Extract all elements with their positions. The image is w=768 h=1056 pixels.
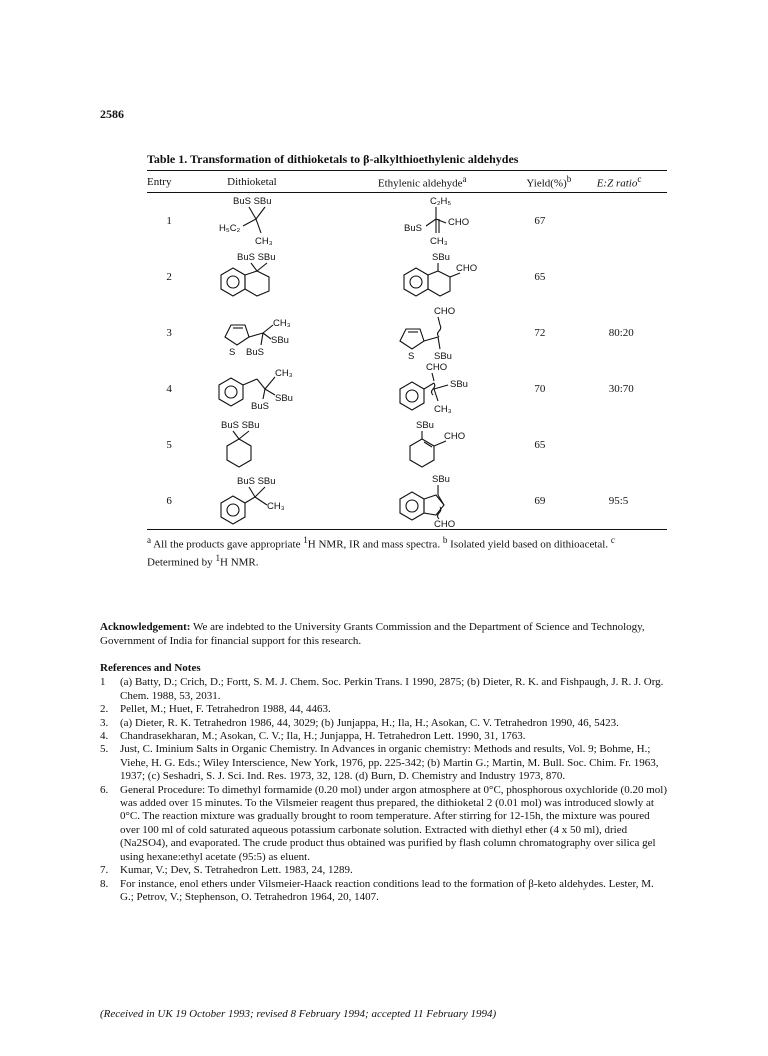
svg-text:CH₃: CH₃ [433, 403, 452, 415]
aldehyde-structure-3 [378, 305, 527, 361]
molecule-drawing [191, 249, 341, 305]
molecule-drawing [378, 249, 526, 305]
svg-text:CH₃: CH₃ [275, 367, 293, 379]
yield-cell: 69 [526, 473, 596, 530]
entry-cell: 6 [147, 473, 191, 530]
dithioketal-structure-2 [191, 249, 378, 305]
molecule-drawing [378, 473, 526, 529]
dithioketal-structure-4 [191, 361, 378, 417]
page-number: 2586 [100, 107, 124, 121]
entry-cell: 5 [166, 438, 172, 451]
yield-cell: 67 [534, 214, 546, 227]
svg-text:CHO: CHO [443, 430, 465, 442]
aldehyde-structure-4 [378, 361, 527, 417]
table-row [147, 361, 667, 417]
table-caption: Table 1. Transformation of dithioketals to β-alkylthioethylenic aldehydes [147, 152, 519, 166]
svg-text:CHO: CHO [433, 305, 455, 317]
entry-cell: 4 [166, 382, 172, 395]
dithioketal-structure-3 [191, 305, 378, 361]
reference-item: 8. For instance, enol ethers under Vilsmeier-Haack reaction conditions lead to the formation of β-keto aldehydes. Lester, M. G.; Petrov, V.; Stephenson, O. Tetrahedron 1964, 20, 1407. [100, 877, 654, 903]
svg-text:S: S [407, 350, 415, 361]
yield-cell: 72 [534, 326, 546, 339]
header-yield: Yield(%)$^b$ [526, 171, 596, 193]
ratio-cell [597, 417, 667, 473]
reference-item: 1 (a) Batty, D.; Crich, D.; Fortt, S. M. J. Chem. Soc. Perkin Trans. I 1990, 2875; (b) Dieter, R. K. and Fishpaugh, J. R. J. Org. Chem. 1988, 53, 2031. [100, 676, 664, 702]
received-dates: (Received in UK 19 October 1993; revised 8 February 1994; accepted 11 February 1994) [100, 1008, 497, 1020]
svg-text:CHO: CHO [455, 262, 477, 274]
molecule-drawing [378, 305, 526, 361]
svg-text:CH₃: CH₃ [267, 500, 285, 512]
dithioketal-structure-6 [191, 473, 378, 530]
references [100, 662, 668, 904]
molecule-drawing [378, 417, 526, 473]
svg-text:SBu: SBu [449, 378, 468, 390]
reference-item: 3. (a) Dieter, R. K. Tetrahedron 1986, 44, 3029; (b) Junjappa, H.; Ila, H.; Asokan, C. V. Tetrahedron 1990, 46, 5423. [100, 716, 619, 729]
yield-cell: 65 [534, 438, 546, 451]
ratio-cell [597, 249, 667, 305]
svg-text:SBu: SBu [431, 251, 450, 263]
molecule-drawing [191, 473, 341, 529]
svg-text:BuS SBu: BuS SBu [237, 475, 276, 487]
svg-text:BuS: BuS [251, 400, 270, 412]
header-entry: Entry [147, 171, 191, 193]
yield-cell: 65 [534, 270, 546, 283]
svg-text:BuS SBu: BuS SBu [233, 195, 272, 207]
table-row [147, 417, 667, 473]
svg-text:H₅C₂: H₅C₂ [219, 222, 241, 234]
entry-cell: 2 [166, 270, 172, 283]
table-footnote: $^a$ All the products gave appropriate $^1$H NMR, IR and mass spectra. $^b$ Isolated yield based on dithioacetal. $^c$ Determined by $^1$H NMR. [147, 534, 615, 569]
svg-text:CH₃: CH₃ [255, 235, 273, 247]
results-table [147, 152, 667, 571]
table-row [147, 249, 667, 305]
aldehyde-structure-1 [378, 192, 527, 249]
svg-text:SBu: SBu [275, 392, 294, 404]
reference-item: 4. Chandrasekharan, M.; Asokan, C. V.; Ila, H.; Junjappa, H. Tetrahedron Lett. 1990, 31, 1763. [100, 730, 526, 743]
aldehyde-structure-6 [378, 473, 527, 530]
ratio-cell: 95:5 [597, 473, 667, 530]
reference-item: 5. Just, C. Iminium Salts in Organic Chemistry. In Advances in organic chemistry: Methods and results, Vol. 9; Bohme, H.; Viehe, H. G. Eds.; Wiley Interscience, New York, 1976, pp. 225-342; (b) Martin G.; Martin, M. Bull. Soc. Chim. Fr. 1963, 1937; (c) Seshadri, S. J. Sci. Ind. Res. 1973, 32, 128. (d) Burn, D. Chemistry and Industry 1973, 870. [100, 743, 659, 783]
table-header-row [147, 171, 667, 193]
molecule-drawing [191, 193, 341, 249]
svg-text:CHO: CHO [433, 518, 455, 529]
table-row [147, 473, 667, 530]
entry-cell: 1 [166, 214, 172, 227]
ratio-cell [597, 192, 667, 249]
svg-text:SBu: SBu [431, 473, 450, 485]
header-aldehyde: Ethylenic aldehyde$^a$ [378, 171, 527, 193]
svg-text:C₂H₅: C₂H₅ [429, 195, 452, 207]
molecule-drawing [191, 305, 341, 361]
dithioketal-structure-1 [191, 192, 378, 249]
svg-text:CH₃: CH₃ [273, 317, 291, 329]
svg-text:SBu: SBu [415, 419, 434, 431]
aldehyde-structure-5 [378, 417, 527, 473]
data-table [147, 170, 667, 530]
reference-item: 6. General Procedure: To dimethyl formamide (0.20 mol) under argon atmosphere at 0°C, phosphorous oxychloride (0.20 mol) was added over 15 minutes. To the Vilsmeier reagent thus prepared, the dithioketal 2 (0.01 mol) was introduced slowly at 0°C. The reaction mixture was gradually brought to room temperature. After stirring for 12-15h, the mixture was poured over 100 ml of cold saturated aqueous potassium carbonate solution. Extracted with diethyl ether (4 x 50 ml), dried (Na2SO4), and evaporated. The crude product thus obtained was purified by flash column chromatography over silica gel using hexane:ethyl acetate (95:5) as eluent. [100, 783, 667, 863]
yield-cell: 70 [534, 382, 546, 395]
header-ratio: E:Z ratio$^c$ [597, 171, 667, 193]
svg-text:CHO: CHO [447, 216, 469, 228]
ratio-cell: 30:70 [608, 382, 634, 395]
molecule-drawing [191, 417, 341, 473]
svg-text:S: S [229, 346, 236, 358]
svg-text:BuS: BuS [403, 222, 422, 234]
reference-item: 7. Kumar, V.; Dev, S. Tetrahedron Lett. 1983, 24, 1289. [100, 864, 353, 877]
ratio-cell: 80:20 [608, 326, 634, 339]
molecule-drawing [378, 361, 526, 417]
svg-text:CHO: CHO [425, 361, 447, 373]
svg-text:SBu: SBu [271, 334, 290, 346]
acknowledgement [100, 620, 668, 649]
entry-cell: 3 [166, 326, 172, 339]
table-row [147, 305, 667, 361]
svg-text:BuS SBu: BuS SBu [221, 419, 260, 431]
header-dithioketal: Dithioketal [191, 171, 378, 193]
molecule-drawing [378, 193, 526, 249]
molecule-drawing [191, 361, 341, 417]
svg-text:SBu: SBu [433, 350, 452, 361]
dithioketal-structure-5 [191, 417, 378, 473]
references-title: References and Notes [100, 662, 201, 674]
svg-text:CH₃: CH₃ [429, 235, 448, 247]
acknowledgement-heading: Acknowledgement: [100, 621, 191, 633]
reference-item: 2. Pellet, M.; Huet, F. Tetrahedron 1988, 44, 4463. [100, 703, 331, 716]
acknowledgement-text: We are indebted to the University Grants Commission and the Department of Science and Technology, Government of India for financial support for this research. [100, 621, 645, 648]
table-row [147, 192, 667, 249]
aldehyde-structure-2 [378, 249, 527, 305]
svg-text:BuS SBu: BuS SBu [237, 251, 276, 263]
svg-text:BuS: BuS [246, 346, 265, 358]
